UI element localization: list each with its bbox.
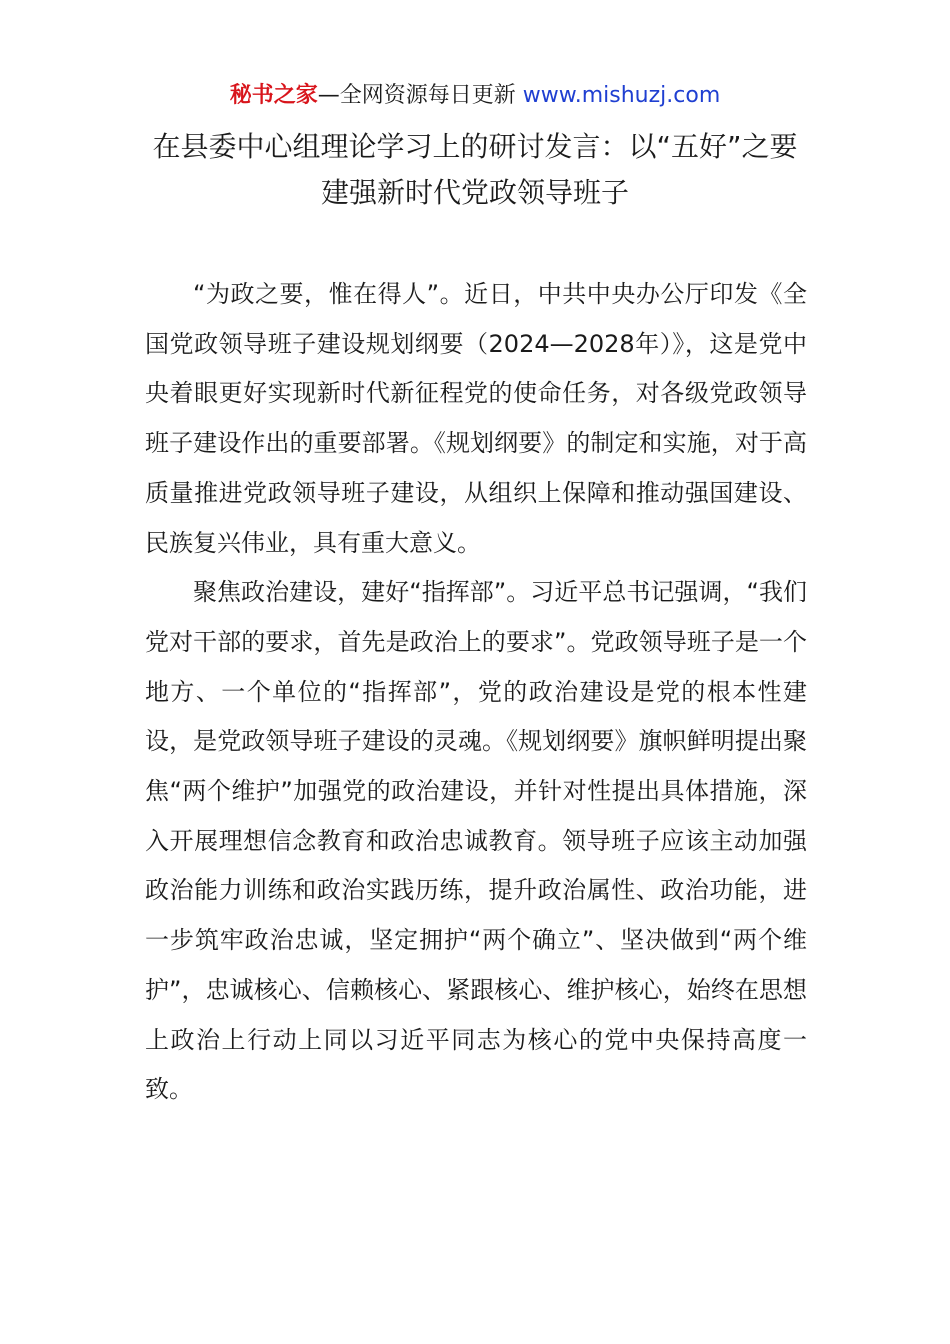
site-tagline: —全网资源每日更新 — [317, 83, 516, 108]
site-brand: 秘书之家 — [229, 83, 318, 108]
paragraph-1: “为政之要，惟在得人”。近日，中共中央办公厅印发《全国党政领导班子建设规划纲要（2024—2028年）》，这是党中央着眼更好实现新时代新征程党的使命任务，对各级党政领导班子建设作出的重要部署。《规划纲要》的制定和实施，对于高质量推进党政领导班子建设，从组织上保障和推动强国建设、民族复兴伟业，具有重大意义。 — [145, 280, 807, 557]
document-body — [145, 270, 807, 1115]
site-url-link[interactable]: www.mishuzj.com — [522, 83, 721, 108]
document-title: 在县委中心组理论学习上的研讨发言：以“五好”之要建强新时代党政领导班子 — [152, 130, 798, 209]
paragraph-2: 聚焦政治建设，建好“指挥部”。习近平总书记强调，“我们党对干部的要求，首先是政治上的要求”。党政领导班子是一个地方、一个单位的“指挥部”，党的政治建设是党的根本性建设，是党政领导班子建设的灵魂。《规划纲要》旗帜鲜明提出聚焦“两个维护”加强党的政治建设，并针对性提出具体措施，深入开展理想信念教育和政治忠诚教育。领导班子应该主动加强政治能力训练和政治实践历练，提升政治属性、政治功能，进一步筑牢政治忠诚，坚定拥护“两个确立”、坚决做到“两个维护”，忠诚核心、信赖核心、紧跟核心、维护核心，始终在思想上政治上行动上同以习近平同志为核心的党中央保持高度一致。 — [145, 578, 807, 1104]
site-header — [0, 80, 950, 112]
